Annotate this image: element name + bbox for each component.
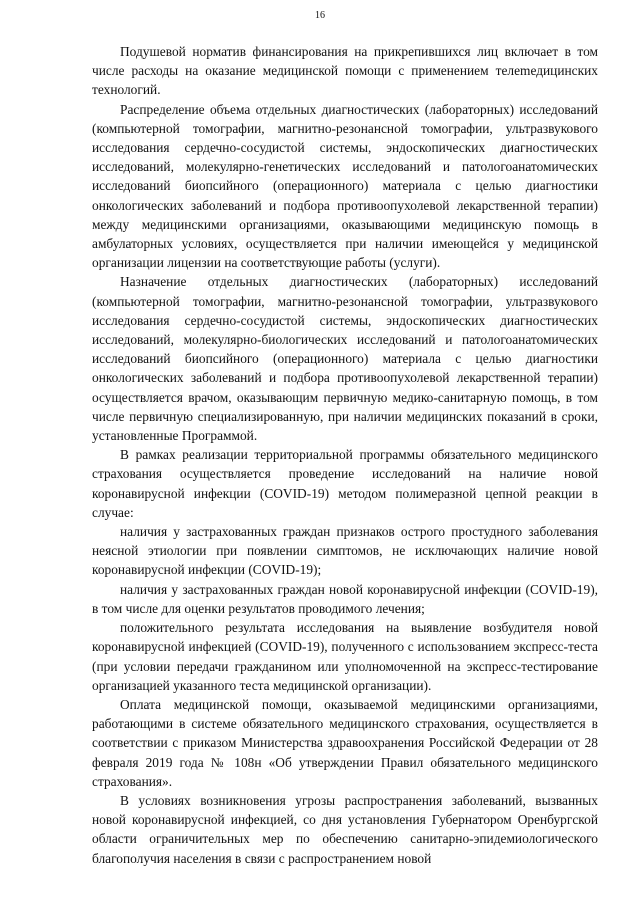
paragraph-covid-testing: В рамках реализации территориальной программы обязательного медицинского страхования осуществляется проведение исследований на наличие новой коронавирусной инфекции (COVID-19) методом полимеразной цепной реакции в случае: (92, 447, 598, 520)
paragraph-payment: Оплата медицинской помощи, оказываемой медицинскими организациями, работающими в системе обязательного медицинского страхования, осуществляется в соответствии с приказом Министерства здравоохранения Российской Федерации от 28 февраля 2019 года № 108н «Об утверждении Правил обязательного медицинского страхования». (92, 696, 598, 789)
paragraph-covid-case-symptoms: наличия у застрахованных граждан признаков острого простудного заболевания неясной этиологии при появлении симптомов, не исключающих наличие новой коронавирусной инфекции (COVID-19); (92, 524, 598, 578)
paragraph-diagnostics-distribution: Распределение объема отдельных диагностических (лабораторных) исследований (компьютерной томографии, магнитно-резонансной томографии, ультразвукового исследования сердечно-сосудистой системы, эндоскопических диагностических исследований, молекулярно-генетических исследований и патологоанатомических исследований биопсийного (операционного) материала с целью диагностики онкологических заболеваний и подбора противоопухолевой лекарственной терапии) между медицинскими организациями, оказывающими медицинскую помощь в амбулаторных условиях, осуществляется при наличии имеющейся у медицинской организации лицензии на соответствующие работы (услуги). (92, 101, 598, 271)
paragraph-covid-case-treatment: наличия у застрахованных граждан новой коронавирусной инфекции (COVID-19), в том числе для оценки результатов проводимого лечения; (92, 581, 598, 616)
paragraph-covid-case-express-test: положительного результата исследования на выявление возбудителя новой коронавирусной инфекцией (COVID-19), полученного с использованием экспресс-теста (при условии передачи гражданином или уполномоченной на экспресс-тестирование организацией указанного теста медицинской организации). (92, 620, 598, 693)
document-body (92, 42, 598, 868)
paragraph-capitation-rate: Подушевой норматив финансирования на прикрепившихся лиц включает в том числе расходы на оказание медицинской помощи с применением телеmедицинских технологий. (92, 44, 598, 98)
paragraph-diagnostics-appointment: Назначение отдельных диагностических (лабораторных) исследований (компьютерной томографии, магнитно-резонансной томографии, ультразвукового исследования сердечно-сосудистой системы, эндоскопических диагностических исследований, молекулярно-биологических исследований и патологоанатомических исследований биопсийного (операционного) материала с целью диагностики онкологических заболеваний и подбора противоопухолевой лекарственной терапии) осуществляется врачом, оказывающим первичную медико-санитарную помощь, в том числе первичную специализированную, при наличии медицинских показаний в сроки, установленные Программой. (92, 274, 598, 444)
paragraph-threat-conditions: В условиях возникновения угрозы распространения заболеваний, вызванных новой коронавирусной инфекцией, со дня установления Губернатором Оренбургской области ограничительных мер по обеспечению санитарно-эпидемиологического благополучия населения в связи с распространением новой (92, 792, 598, 866)
page-number: 16 (315, 10, 325, 21)
